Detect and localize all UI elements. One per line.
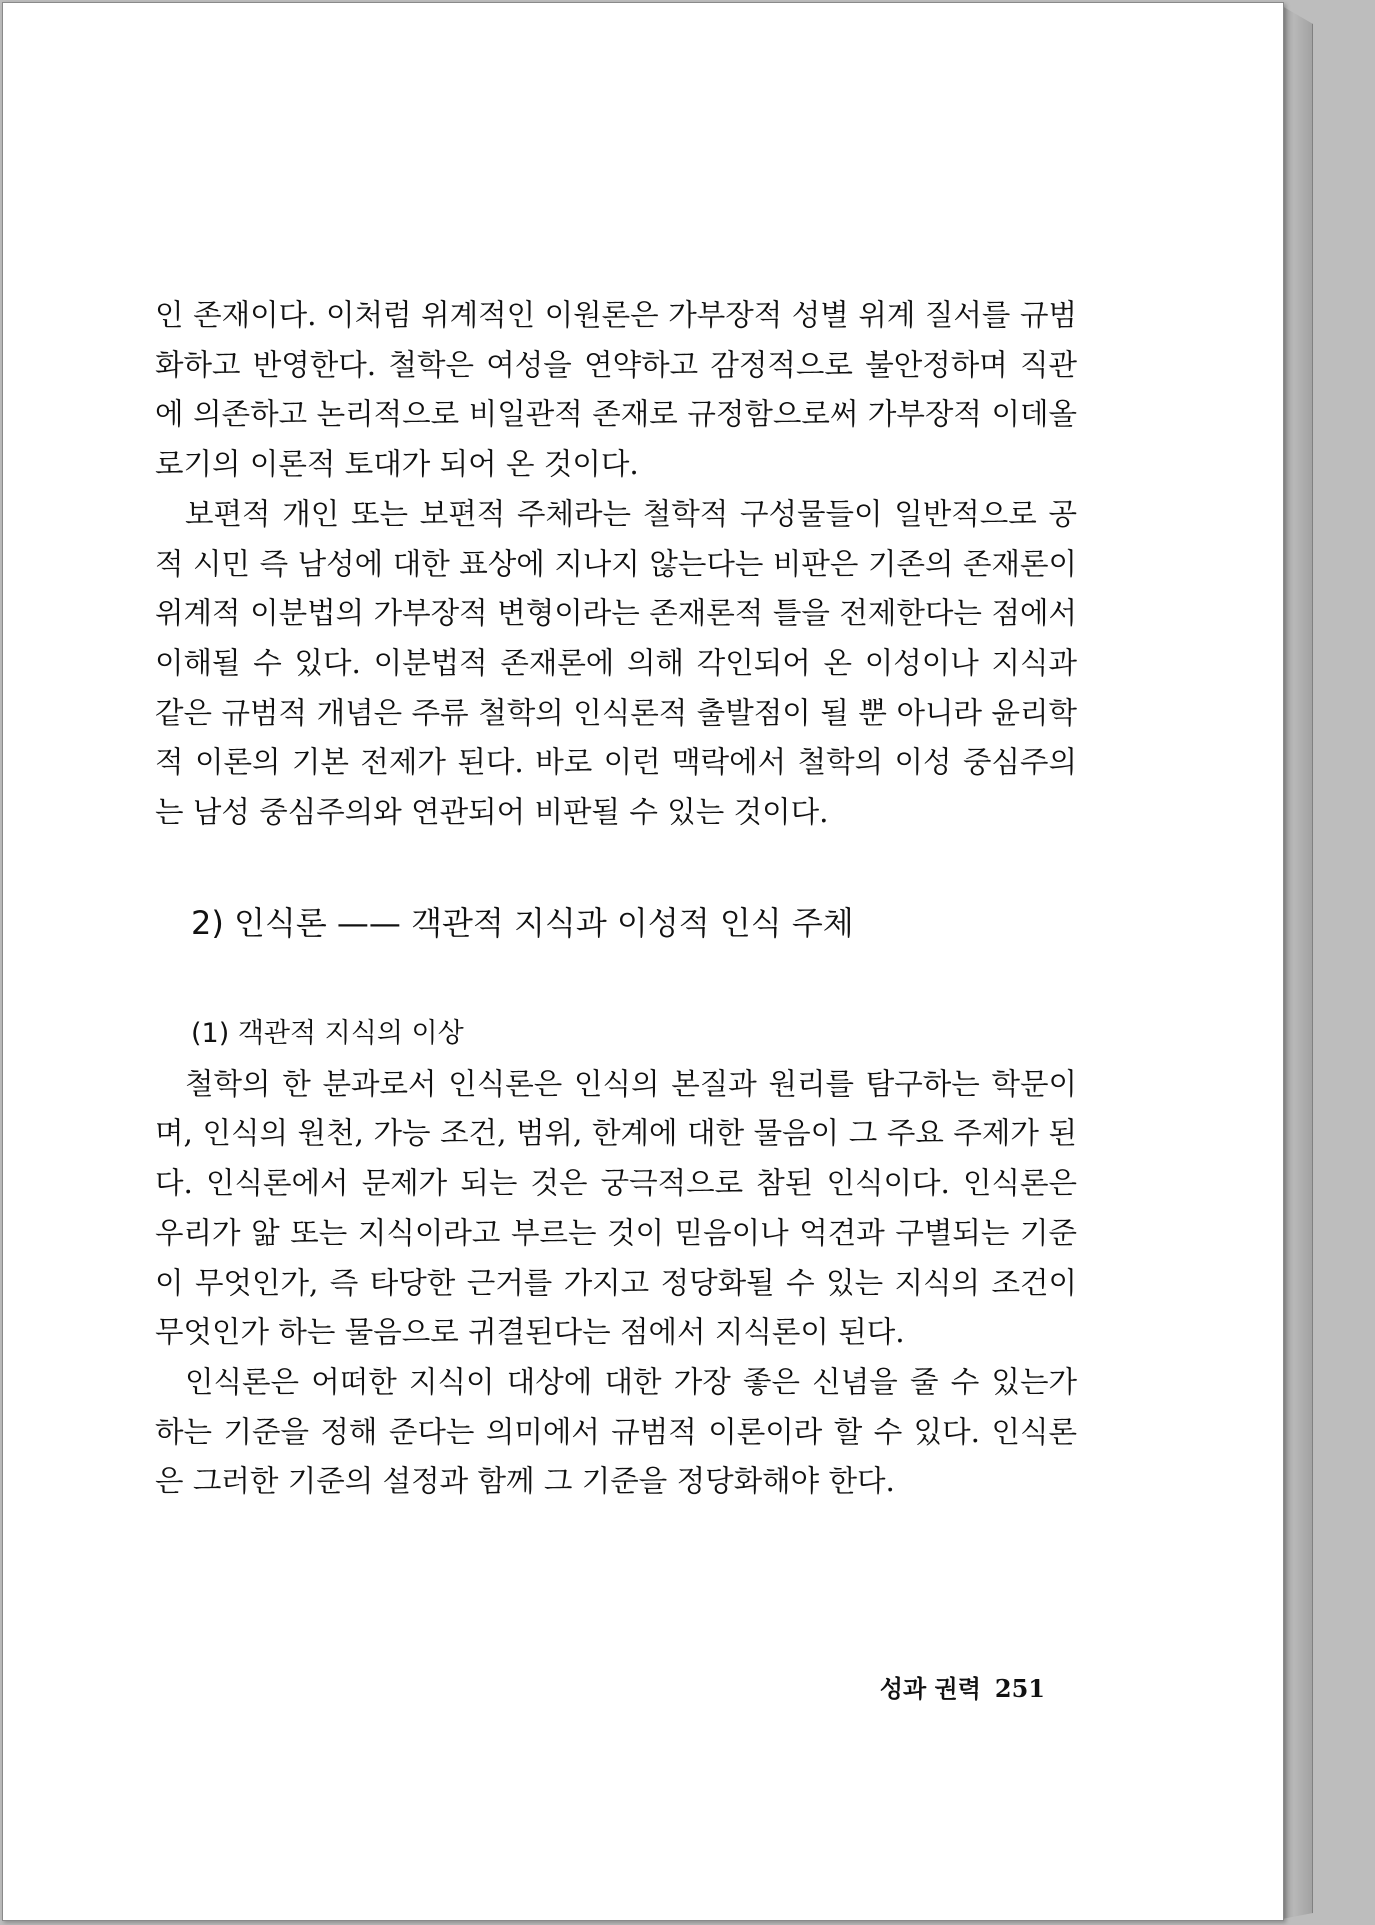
book-page: [2, 2, 1284, 1921]
section-heading: 2) 인식론 —— 객관적 지식과 이성적 인식 주체: [191, 903, 854, 942]
subsection-heading: (1) 객관적 지식의 이상: [191, 1017, 464, 1049]
paragraph-1: 인 존재이다. 이처럼 위계적인 이원론은 가부장적 성별 위계 질서를 규범화하고 반영한다. 철학은 여성을 연약하고 감정적으로 불안정하며 직관에 의존하고 논리적으로 비일관적 존재로 규정함으로써 가부장적 이데올로기의 이론적 토대가 되어 온 것이다.: [155, 298, 1077, 482]
paragraph-4: 인식론은 어떠한 지식이 대상에 대한 가장 좋은 신념을 줄 수 있는가 하는 기준을 정해 준다는 의미에서 규범적 이론이라 할 수 있다. 인식론은 그러한 기준의 설정과 함께 그 기준을 정당화해야 한다.: [155, 1364, 1077, 1499]
page-number: 251: [994, 1674, 1045, 1703]
page-content: [155, 291, 1077, 1507]
page-edge: [1282, 6, 1313, 1919]
running-title: 성과 권력: [879, 1674, 981, 1703]
page-footer: [880, 1669, 1045, 1704]
paragraph-3: 철학의 한 분과로서 인식론은 인식의 본질과 원리를 탐구하는 학문이며, 인식의 원천, 가능 조건, 범위, 한계에 대한 물음이 그 주요 주제가 된다. 인식론에서 문제가 되는 것은 궁극적으로 참된 인식이다. 인식론은 우리가 앎 또는 지식이라고 부르는 것이 믿음이나 억견과 구별되는 기준이 무엇인가, 즉 타당한 근거를 가지고 정당화될 수 있는 지식의 조건이 무엇인가 하는 물음으로 귀결된다는 점에서 지식론이 된다.: [155, 1066, 1077, 1350]
paragraph-2: 보편적 개인 또는 보편적 주체라는 철학적 구성물들이 일반적으로 공적 시민 즉 남성에 대한 표상에 지나지 않는다는 비판은 기존의 존재론이 위계적 이분법의 가부장적 변형이라는 존재론적 틀을 전제한다는 점에서 이해될 수 있다. 이분법적 존재론에 의해 각인되어 온 이성이나 지식과 같은 규범적 개념은 주류 철학의 인식론적 출발점이 될 뿐 아니라 윤리학적 이론의 기본 전제가 된다. 바로 이런 맥락에서 철학의 이성 중심주의는 남성 중심주의와 연관되어 비판될 수 있는 것이다.: [155, 496, 1077, 830]
